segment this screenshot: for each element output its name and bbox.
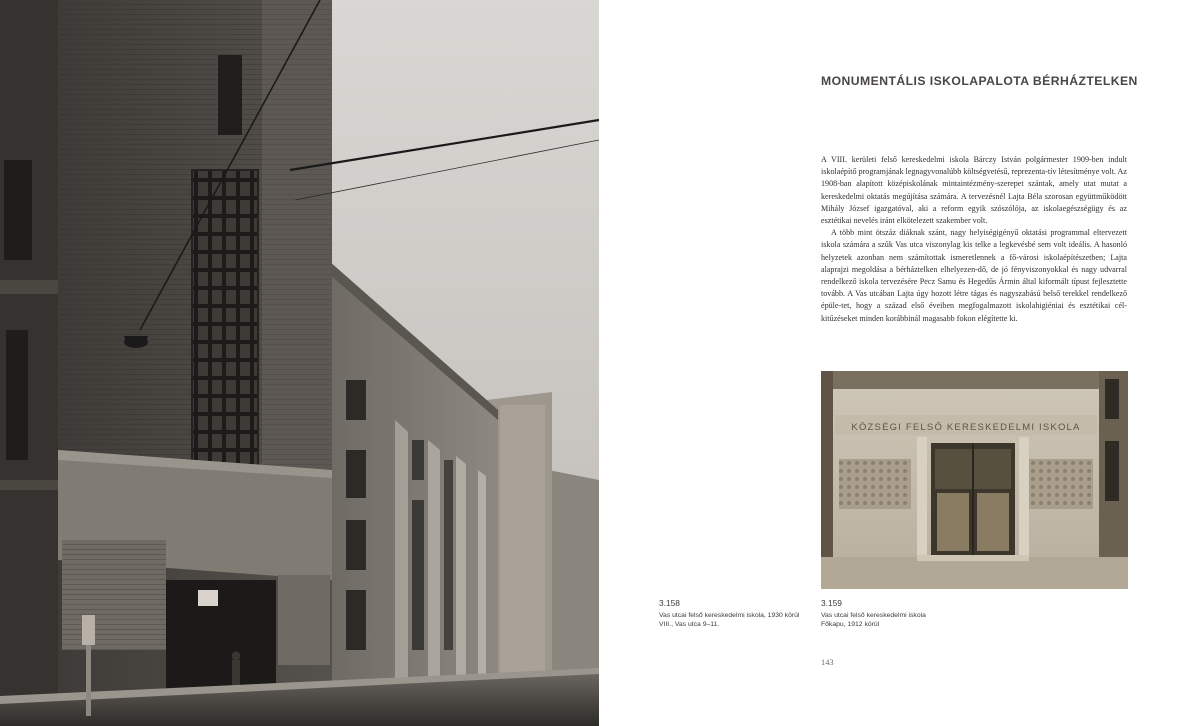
paragraph: A több mint ötszáz diáknak szánt, nagy helyiségigényű oktatási programmal eltervezett iskola számára a szűk Vas utca viszonylag kis telke a legkevésbé sem volt ideális. A hasonló helyzetek azonban nem számítottak ismeretlennek a fő-városi iskolaépítészetben; Lajta alaprajzi megoldása a bérháztelken elhelyezen-dő, de jó fényviszonyokkal és nagy udvarral rendelkező iskola tervezésére Pecz Samu és Hegedűs Ármin által kiformált típust fejlesztette tovább. A Vas utcában Lajta úgy hozott létre tágas és nagyszabású belső terekkel rendelkező épüle-tet, hogy a század első éveiben megfogalmazott iskolahigiéniai és esztétikai cél-kitűzéseket minden korábbinál magasabb fokon elégítette ki. [821, 228, 1127, 323]
section-heading: MONUMENTÁLIS ISKOLAPALOTA BÉRHÁZTELKEN [821, 74, 1138, 88]
caption-line: Főkapu, 1912 körül [821, 621, 880, 629]
caption-line: Vas utcai felső kereskedelmi iskola, 1930 körül [659, 612, 800, 619]
entrance-photograph-image [821, 371, 1128, 589]
text-page [599, 0, 1200, 726]
building-photograph-image [0, 0, 599, 726]
caption-line: VIII., Vas utca 9–11. [659, 621, 720, 629]
caption-line: Vas utcai felső kereskedelmi iskola [821, 612, 926, 619]
inscription-text: KÖZSÉGI FELSŐ KERESKEDELMI ISKOLA [851, 422, 1081, 433]
page-number: 143 [821, 658, 834, 667]
caption-3-159 [821, 598, 926, 630]
body-text [821, 154, 1127, 325]
entrance-photograph [821, 371, 1128, 589]
paragraph: A VIII. kerületi felső kereskedelmi iskola Bárczy István polgármester 1909-ben indult iskolaépítő programjának legnagyvonalúbb költségvetésű, reprezenta-tív létesítménye volt. Az 1908-ban alapított középiskolának mintaintézmény-szerepet szántak, amely utat mutat a kereskedelmi oktatás megújítása számára. A tervezésnél Lajta Béla szorosan együttműködött Mihály József igazgatóval, aki a reform egyik szószólója, az iskolaegészségügy és az esztétikai nevelés iránt elkötelezett szakember volt. [821, 155, 1127, 226]
caption-3-158 [659, 598, 799, 630]
caption-number: 3.158 [659, 598, 680, 608]
building-photograph [0, 0, 599, 726]
caption-number: 3.159 [821, 598, 842, 608]
